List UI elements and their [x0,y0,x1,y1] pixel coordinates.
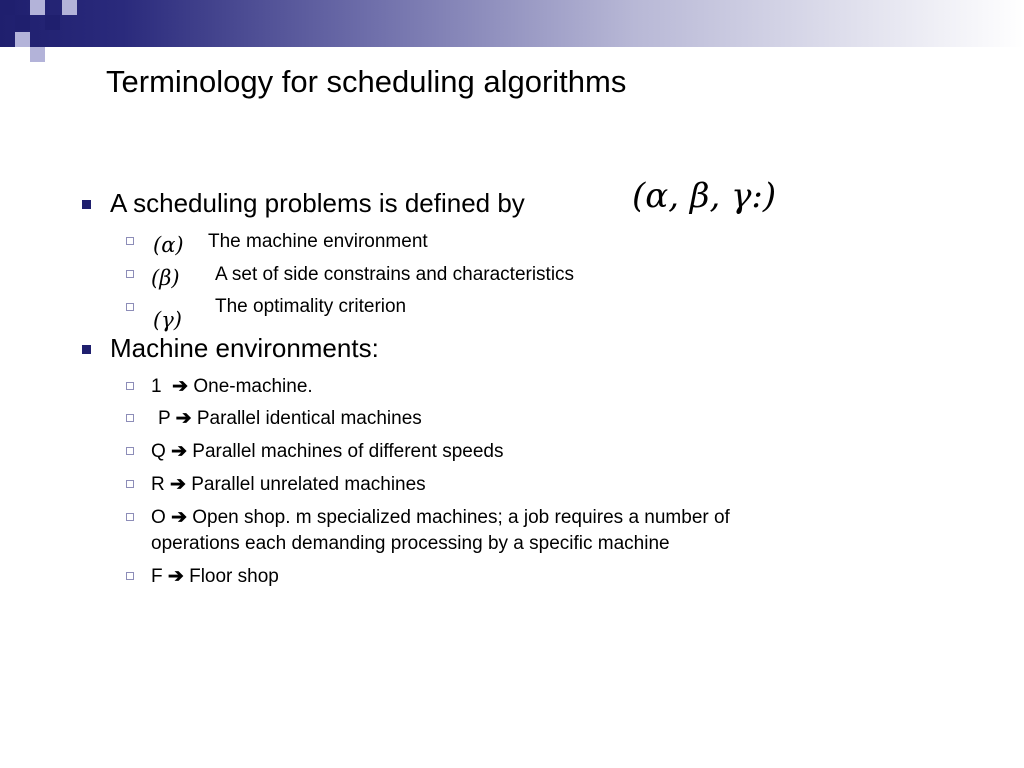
machine-description: Parallel machines of different speeds [192,441,504,462]
bullet-square-icon [82,200,91,209]
machine-description: Parallel identical machines [196,408,422,429]
title-gradient-bar [0,0,1024,47]
machine-description: Floor shop [189,566,279,587]
sub-bullet-box-icon [126,237,134,245]
decorative-square [0,0,15,15]
sub-bullet-box-icon [126,447,134,455]
machine-item-p [158,407,422,430]
decorative-square [62,0,77,15]
beta-symbol: (β) [151,266,180,290]
arrow-right-icon: ➔ [171,507,187,528]
machine-code: R [151,474,165,495]
arrow-right-icon: ➔ [175,408,192,429]
decorative-square [30,47,45,62]
slide-title: Terminology for scheduling algorithms [106,64,627,99]
arrow-right-icon: ➔ [170,474,186,495]
machine-code: Q [151,441,166,462]
sub-bullet-box-icon [126,414,134,422]
gamma-symbol: (γ) [153,308,182,332]
machine-item-o [151,506,730,529]
decorative-square [15,15,30,30]
machine-description: Parallel unrelated machines [191,474,426,495]
machine-item-f [151,565,279,588]
sub-bullet-box-icon [126,270,134,278]
decorative-square [45,15,60,30]
decorative-square [30,0,45,15]
machine-description: One-machine. [193,376,313,397]
machine-item-r [151,473,426,496]
machine-item-q [151,440,503,463]
decorative-square [15,32,30,47]
sub-bullet-box-icon [126,382,134,390]
definition-text: A scheduling problems is defined by [110,188,525,218]
sub-bullet-box-icon [126,303,134,311]
machine-code: P [158,408,171,429]
side-constraints-text: A set of side constrains and characteristics [215,264,575,285]
machine-code: O [151,507,166,528]
machine-code: 1 [151,376,162,397]
alpha-symbol: (α) [153,233,184,257]
sub-bullet-box-icon [126,572,134,580]
arrow-right-icon: ➔ [167,566,184,587]
machine-item-o-continuation: operations each demanding processing by a specific machine [151,533,670,554]
machine-environment-text: The machine environment [208,231,428,252]
machine-code: F [151,566,163,587]
machine-item-one [151,375,313,398]
sub-bullet-box-icon [126,513,134,521]
optimality-criterion-text: The optimality criterion [215,296,407,317]
bullet-square-icon [82,345,91,354]
sub-bullet-box-icon [126,480,134,488]
tuple-formula: (α, β, γ:) [632,176,777,216]
arrow-right-icon: ➔ [171,441,187,462]
machine-description: Open shop. m specialized machines; a job requires a number of [192,507,730,528]
arrow-right-icon: ➔ [172,376,189,397]
machine-environments-heading: Machine environments: [110,333,379,363]
